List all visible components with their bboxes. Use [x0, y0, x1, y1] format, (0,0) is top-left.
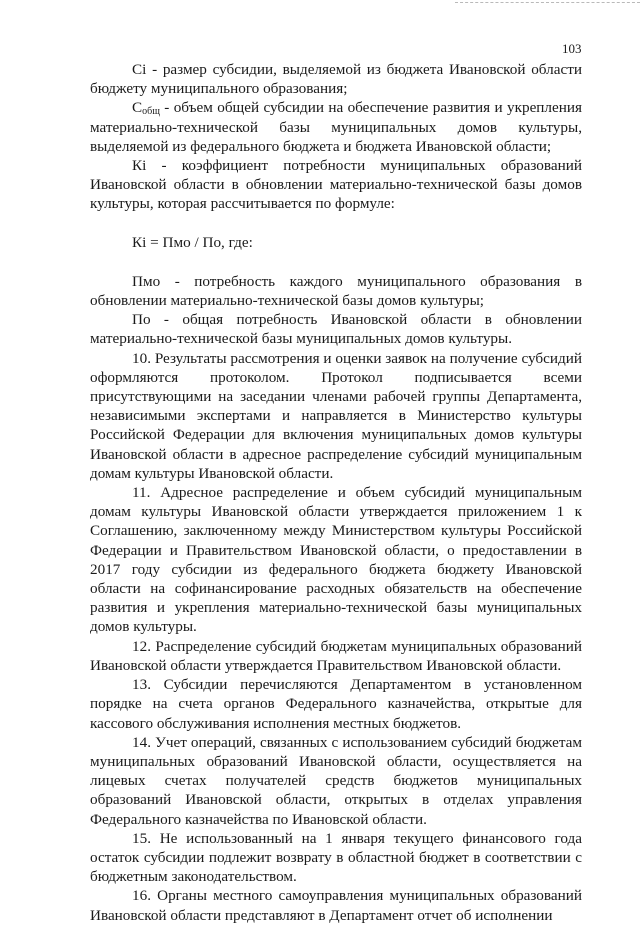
symbol-cobsh: С — [132, 99, 143, 117]
paragraph-14: 14. Учет операций, связанных с использованием субсидий бюджетам муниципальных образований Ивановской области, осуществляется на лицевых счетах получателей средств бюджетов муниципальных образований Ивановской области, открытых в отделах управления Федерального казначейства по Ивановской области. — [90, 733, 582, 828]
top-edge-line — [455, 2, 640, 3]
symbol-ki: Кi — [132, 157, 147, 175]
paragraph-16: 16. Органы местного самоуправления муниципальных образований Ивановской области представляют в Департамент отчет об исполнении — [90, 887, 582, 924]
formula: Кi = Пмо / По, где: — [132, 233, 253, 251]
definition-ki — [90, 156, 582, 214]
paragraph-15: 15. Не использованный на 1 января текущего финансового года остаток субсидии подлежит возврату в областной бюджет в соответствии с бюджетным законодательством. — [90, 829, 582, 886]
definition-ci-text: - размер субсидии, выделяемой из бюджета Ивановской области бюджету муниципального образования; — [90, 61, 582, 98]
definition-cobsh-text: - объем общей субсидии на обеспечение развития и укрепления материально-технической базы муниципальных домов культуры, выделяемой из федерального бюджета и бюджета Ивановской области; — [90, 99, 582, 155]
paragraph-13: 13. Субсидии перечисляются Департаментом в установленном порядке на счета органов Федерального казначейства, открытые для кассового обслуживания исполнения местных бюджетов. — [90, 676, 582, 732]
symbol-ci: Сi — [132, 61, 147, 78]
document-body — [90, 60, 582, 925]
paragraph-10: 10. Результаты рассмотрения и оценки заявок на получение субсидий оформляются протоколом. Протокол подписывается всеми присутствующими на заседании членами рабочей группы Департамента, независимыми экспертами и направляется в Министерство культуры Российской Федерации для включения муниципальных домов культуры Ивановской области в адресное распределение субсидий муниципальным домам культуры Ивановской области. — [90, 349, 582, 482]
definition-ki-text: - коэффициент потребности муниципальных образований Ивановской области в обновлении материально-технической базы домов культуры, которая рассчитывается по формуле: — [90, 157, 582, 213]
definition-cobsh — [90, 98, 582, 156]
symbol-cobsh-subscript: общ — [142, 106, 160, 118]
definition-pmo: Пмо - потребность каждого муниципального образования в обновлении материально-технической базы домов культуры; — [90, 272, 582, 310]
definition-po: По - общая потребность Ивановской области в обновлении материально-технической базы муниципальных домов культуры. — [90, 311, 582, 348]
definition-ci — [90, 60, 582, 98]
paragraph-12: 12. Распределение субсидий бюджетам муниципальных образований Ивановской области утверждается Правительством Ивановской области. — [90, 637, 582, 674]
page-number: 103 — [562, 41, 582, 56]
paragraph-11: 11. Адресное распределение и объем субсидий муниципальным домам культуры Ивановской области утверждается приложением 1 к Соглашению, заключенному между Министерством культуры Российской Федерации и Правительством Ивановской области, о предоставлении в 2017 году субсидии из федерального бюджета бюджету Ивановской области на софинансирование расходных обязательств на обеспечение развития и укрепления материально-технической базы муниципальных домов культуры. — [90, 484, 582, 636]
